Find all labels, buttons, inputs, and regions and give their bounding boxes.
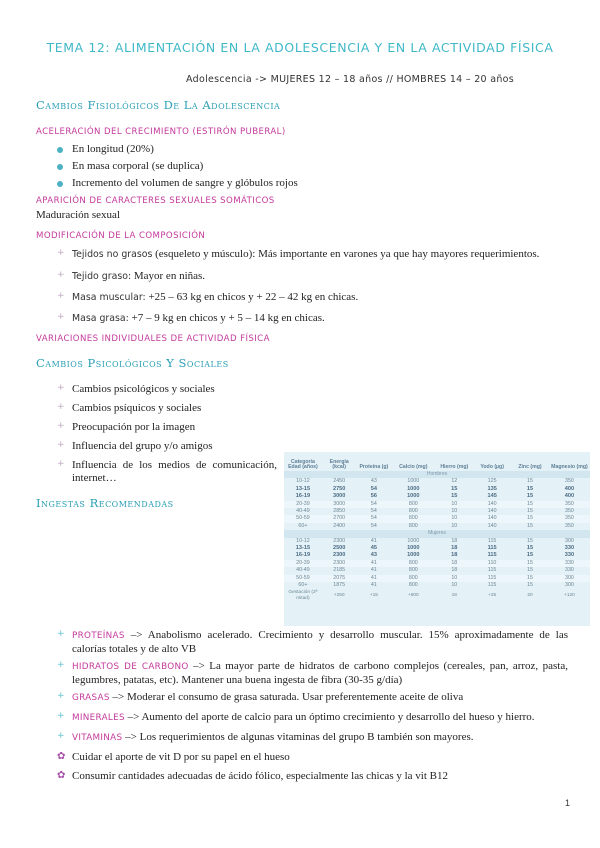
table-cell: 350	[565, 478, 574, 485]
table-cell: 1000	[407, 485, 420, 492]
table-cell: 54	[357, 501, 392, 508]
table-cell: +15	[369, 592, 378, 598]
list-item: + Cambios psíquicos y sociales	[57, 402, 202, 414]
page-number: 1	[564, 798, 570, 808]
page-title: TEMA 12: ALIMENTACIÓN EN LA ADOLESCENCIA Y EN LA ACTIVIDAD FÍSICA	[46, 40, 554, 55]
table-cell: +25	[488, 592, 497, 598]
table-cell: +600	[407, 592, 419, 598]
nutrition-table	[284, 452, 590, 626]
sparkle-icon: +	[57, 459, 65, 469]
table-cell: 140	[487, 508, 497, 515]
list-item: + PROTEÍNAS –> Anabolismo acelerado. Crecimiento y desarrollo muscular. 15% aproximadamente de las calorías totales y de alto VB	[57, 629, 568, 655]
table-cell: 41	[357, 575, 392, 582]
table-cell: 12	[451, 478, 458, 485]
table-cell: 15	[526, 545, 534, 552]
flower-icon: ✿	[57, 751, 66, 762]
table-cell: 350	[565, 522, 574, 529]
table-cell: 300	[565, 537, 574, 544]
table-cell: 45	[370, 545, 377, 552]
section-heading-ingestas: Ingestas Recomendadas	[36, 496, 174, 510]
sparkle-icon: +	[57, 731, 65, 741]
table-cell: 350	[549, 501, 590, 508]
sparkle-icon: +	[57, 440, 65, 450]
table-cell: 1000	[407, 537, 420, 544]
sparkle-icon: +	[57, 629, 65, 639]
flower-icon: ✿	[57, 770, 66, 781]
table-cell: 50-59	[284, 515, 322, 522]
table-cell: 13-15	[295, 485, 311, 492]
table-cell: 2185	[333, 567, 346, 574]
table-cell: 125	[487, 478, 497, 485]
list-item: + GRASAS –> Moderar el consumo de grasa saturada. Usar preferentemente aceite de oliva	[57, 691, 464, 703]
table-row	[284, 538, 590, 545]
table-header: Categoría Edad (años)	[288, 458, 318, 471]
table-cell: 800	[391, 501, 435, 508]
table-cell: 145	[487, 493, 497, 500]
table-header: Proteína (g)	[359, 464, 389, 471]
list-item: + HIDRATOS DE CARBONO –> La mayor parte de hidratos de carbono complejos (cereales, pan, arroz, pasta, legumbres, patatas, etc). Mantener una buena ingesta de fibra (30-35 g/día)	[57, 660, 568, 686]
table-header: Magnesio (mg)	[551, 464, 588, 471]
sparkle-icon: +	[57, 402, 65, 412]
table-cell: 20-39	[284, 560, 322, 567]
list-composicion	[57, 248, 592, 333]
table-cell: 15	[527, 522, 533, 529]
list-item: + Influencia de los medios de comunicación, internet…	[57, 459, 277, 484]
subheading-variaciones: VARIACIONES INDIVIDUALES DE ACTIVIDAD FÍSICA	[36, 334, 270, 344]
table-footer-row	[284, 590, 590, 602]
table-header: Zinc (mg)	[518, 464, 542, 471]
table-cell: 350	[549, 515, 590, 522]
subheading-composicion: MODIFICACIÓN DE LA COMPOSICIÓN	[36, 231, 206, 241]
table-cell: 350	[565, 508, 574, 515]
table-cell: 15	[451, 485, 458, 492]
table-cell: 18	[451, 552, 458, 559]
table-cell: 400	[564, 485, 575, 492]
table-cell: 15	[527, 478, 533, 485]
table-cell: 54	[370, 522, 377, 529]
table-cell: 135	[487, 485, 497, 492]
table-cell: 1000	[407, 493, 420, 500]
list-item: + Masa muscular: +25 – 63 kg en chicos y + 22 – 42 kg en chicas.	[57, 291, 359, 303]
table-group-row: Mujeres	[284, 530, 590, 537]
table-cell: 41	[370, 537, 377, 544]
table-cell: 2300	[333, 537, 346, 544]
table-cell: 20-39	[284, 501, 322, 508]
table-cell: 15	[511, 560, 549, 567]
table-cell: 15	[526, 493, 534, 500]
sparkle-icon: +	[57, 312, 65, 322]
list-item: + Masa grasa: +7 – 9 kg en chicos y + 5 – 14 kg en chicas.	[57, 312, 325, 324]
table-cell: 115	[487, 552, 497, 559]
table-cell: 54	[370, 508, 377, 515]
table-cell: 41	[370, 582, 377, 589]
table-cell: 10	[451, 508, 458, 515]
bullet-icon	[57, 147, 63, 153]
list-item: + MINERALES –> Aumento del aporte de calcio para un óptimo crecimiento y desarrollo del hueso y hierro.	[57, 711, 535, 723]
text-maduracion: Maduración sexual	[36, 209, 120, 221]
table-row	[284, 515, 590, 522]
table-cell: 18	[451, 537, 458, 544]
table-cell: 18	[451, 567, 458, 574]
table-cell: 60+	[298, 582, 308, 589]
table-row	[284, 523, 590, 530]
bullet-icon	[57, 181, 63, 187]
list-item: En masa corporal (se duplica)	[72, 160, 572, 177]
list-item: + Preocupación por la imagen	[57, 421, 196, 433]
table-row	[284, 486, 590, 493]
list-ingestas	[57, 629, 568, 783]
list-psicologicos	[57, 383, 277, 485]
table-cell: 2400	[333, 522, 346, 529]
list-item: + Influencia del grupo y/o amigos	[57, 440, 213, 452]
table-cell: 10	[435, 501, 473, 508]
table-cell: +250	[333, 592, 345, 598]
table-cell: 330	[565, 567, 574, 574]
table-cell: 140	[473, 515, 511, 522]
table-cell: 300	[549, 575, 590, 582]
table-cell: 15	[527, 537, 533, 544]
table-cell: 140	[487, 522, 497, 529]
table-group-row: Hombres	[284, 471, 590, 478]
table-cell: 15	[526, 485, 534, 492]
table-cell: 16-19	[295, 552, 311, 559]
table-cell: 13-15	[295, 545, 311, 552]
table-cell: 115	[473, 575, 511, 582]
table-cell: 110	[473, 560, 511, 567]
table-header-row	[284, 452, 590, 471]
table-cell: 2075	[322, 575, 357, 582]
sparkle-icon: +	[57, 660, 65, 670]
table-row	[284, 478, 590, 485]
table-header: Yodo (µg)	[480, 464, 504, 471]
table-cell: 10	[451, 582, 458, 589]
list-item: En longitud (20%)	[72, 143, 572, 160]
table-cell: 400	[564, 493, 575, 500]
table-cell: 300	[565, 582, 574, 589]
page-subtitle: Adolescencia -> MUJERES 12 – 18 años // HOMBRES 14 – 20 años	[186, 74, 515, 85]
table-row	[284, 508, 590, 515]
table-cell: 15	[511, 501, 549, 508]
table-header: Calcio (mg)	[399, 464, 428, 471]
table-header: Hierro (mg)	[440, 464, 469, 471]
table-cell: 800	[391, 515, 435, 522]
subheading-crecimiento: ACELERACIÓN DEL CRECIMIENTO (ESTIRÓN PUBERAL)	[36, 127, 286, 137]
table-row	[284, 575, 590, 582]
table-cell: 10-12	[296, 537, 310, 544]
table-row	[284, 560, 590, 567]
table-cell: 54	[370, 485, 377, 492]
list-item: + Tejidos no grasos (esqueleto y músculo): Más importante en varones ya que hay mayores requerimientos.	[57, 248, 540, 260]
sparkle-icon: +	[57, 711, 65, 721]
table-cell: 18	[451, 592, 457, 598]
table-cell: 800	[391, 560, 435, 567]
table-cell: 2500	[332, 545, 346, 552]
sparkle-icon: +	[57, 270, 65, 280]
table-row	[284, 552, 590, 559]
list-item: ✿ Consumir cantidades adecuadas de ácido fólico, especialmente las chicas y la vit B12	[57, 770, 449, 782]
table-cell: 330	[549, 560, 590, 567]
list-item: + Tejido graso: Mayor en niñas.	[57, 270, 206, 282]
list-item: Incremento del volumen de sangre y glóbulos rojos	[72, 177, 572, 194]
table-cell: 16-19	[295, 493, 311, 500]
table-cell: +120	[564, 592, 575, 598]
subheading-sexuales: APARICIÓN DE CARACTERES SEXUALES SOMÁTICOS	[36, 196, 275, 206]
sparkle-icon: +	[57, 383, 65, 393]
bullet-icon	[57, 164, 63, 170]
table-cell: 330	[564, 552, 575, 559]
table-cell: 43	[370, 552, 377, 559]
table-cell: 54	[357, 515, 392, 522]
table-cell: 18	[435, 560, 473, 567]
table-cell: 15	[527, 508, 533, 515]
table-cell: 115	[487, 545, 497, 552]
section-heading-fisiologicos: Cambios Fisiológicos De La Adolescencia	[36, 98, 281, 112]
table-row	[284, 567, 590, 574]
table-cell: 115	[487, 582, 497, 589]
table-cell: 330	[564, 545, 575, 552]
sparkle-icon: +	[57, 691, 65, 701]
table-cell: 800	[408, 582, 418, 589]
table-cell: 41	[370, 567, 377, 574]
list-item: + Cambios psicológicos y sociales	[57, 383, 215, 395]
table-cell: 15	[511, 515, 549, 522]
table-cell: 140	[473, 501, 511, 508]
table-cell: 1000	[407, 545, 420, 552]
list-item: + VITAMINAS –> Los requerimientos de algunas vitaminas del grupo B también son mayores.	[57, 731, 474, 743]
table-cell: 800	[408, 567, 418, 574]
table-row	[284, 545, 590, 552]
table-cell: 50-59	[284, 575, 322, 582]
table-cell: 800	[408, 522, 418, 529]
sparkle-icon: +	[57, 421, 65, 431]
section-heading-psicologicos: Cambios Psicológicos Y Sociales	[36, 356, 229, 370]
table-cell: 40-49	[296, 567, 310, 574]
table-cell: 2300	[332, 552, 346, 559]
table-cell: 3000	[322, 501, 357, 508]
table-row	[284, 582, 590, 589]
table-cell: 2300	[322, 560, 357, 567]
table-cell: 15	[527, 582, 533, 589]
table-cell: 10	[435, 575, 473, 582]
table-cell: 2750	[332, 485, 346, 492]
table-cell: 2450	[333, 478, 346, 485]
table-cell: 1000	[407, 552, 420, 559]
table-cell: 1875	[333, 582, 346, 589]
table-cell: 40-49	[296, 508, 310, 515]
table-cell: 15	[527, 567, 533, 574]
table-cell: 10	[435, 515, 473, 522]
table-cell: 43	[370, 478, 377, 485]
table-cell: 3000	[332, 493, 346, 500]
table-cell: 15	[451, 493, 458, 500]
table-cell: 41	[357, 560, 392, 567]
table-cell: 1000	[407, 478, 420, 485]
table-cell: 56	[370, 493, 377, 500]
table-row	[284, 501, 590, 508]
table-cell: 800	[408, 508, 418, 515]
list-crecimiento	[72, 143, 572, 194]
sparkle-icon: +	[57, 248, 65, 258]
table-cell: 20	[527, 592, 533, 598]
table-row	[284, 493, 590, 500]
list-item: ✿ Cuidar el aporte de vit D por su papel en el hueso	[57, 751, 290, 763]
table-cell: 60+	[298, 522, 308, 529]
table-cell: 800	[391, 575, 435, 582]
table-cell: 15	[526, 552, 534, 559]
table-cell: 10-12	[296, 478, 310, 485]
table-cell: 115	[487, 567, 497, 574]
table-cell: 10	[451, 522, 458, 529]
sparkle-icon: +	[57, 291, 65, 301]
table-cell: 2700	[322, 515, 357, 522]
table-cell: Gestación (2ª mitad)	[288, 589, 318, 601]
table-cell: 2850	[333, 508, 346, 515]
table-cell: 18	[451, 545, 458, 552]
table-cell: 115	[487, 537, 497, 544]
table-header: Energía (kcal)	[329, 458, 349, 471]
table-cell: 15	[511, 575, 549, 582]
